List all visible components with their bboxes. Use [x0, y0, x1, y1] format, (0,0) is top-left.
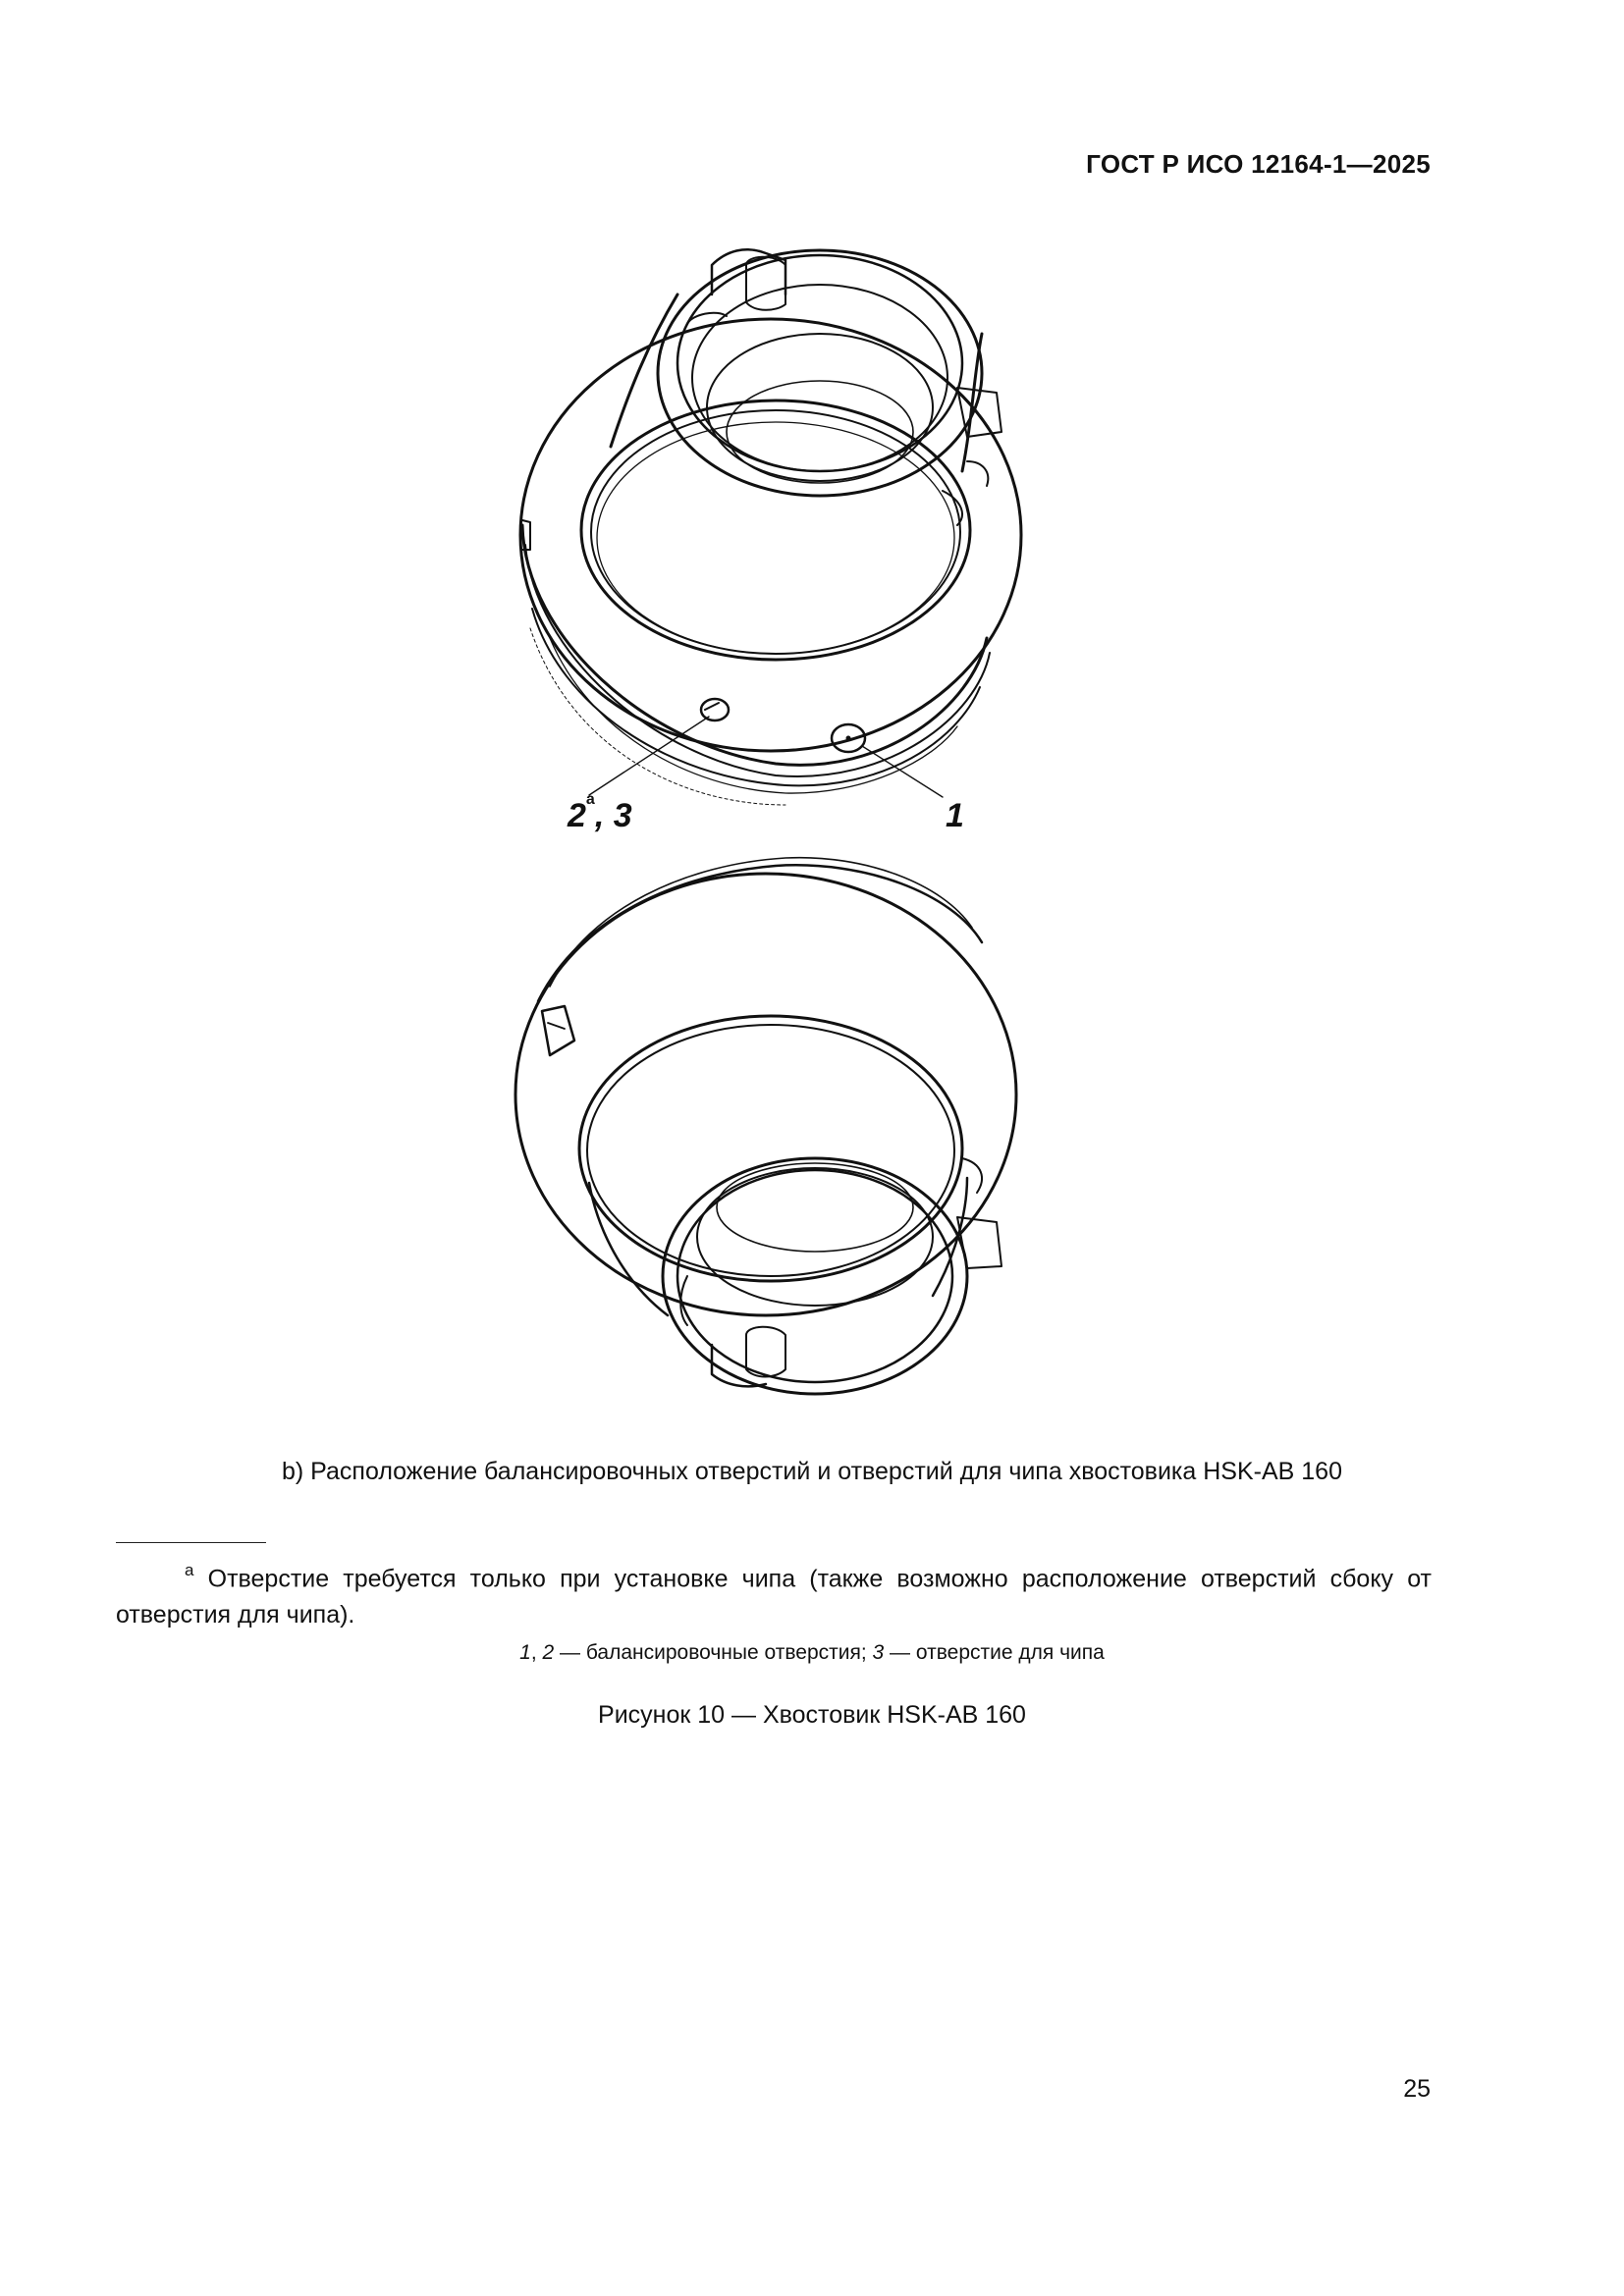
legend-key-3: 3	[872, 1641, 885, 1664]
legend-sep: ,	[530, 1641, 543, 1664]
legend-key-1: 1	[519, 1641, 531, 1664]
legend-desc-chip: — отверстие для чипа	[884, 1641, 1105, 1664]
footnote-rule	[116, 1542, 266, 1543]
callout-2a-3	[568, 791, 632, 835]
page-number: 25	[1403, 2075, 1431, 2103]
callout-3-number: , 3	[594, 797, 632, 834]
top-view-hsk-shank	[520, 249, 1021, 805]
figure-title: Рисунок 10 — Хвостовик HSK-AB 160	[598, 1701, 1026, 1729]
footnote	[116, 1554, 1432, 1633]
document-header: ГОСТ Р ИСО 12164-1—2025	[1086, 149, 1431, 179]
bottom-view-hsk-shank	[515, 858, 1016, 1394]
legend-desc-balancing: — балансировочные отверстия;	[554, 1641, 873, 1664]
footnote-marker: a	[185, 1561, 194, 1579]
footnote-text: Отверстие требуется только при установке чипа (также возможно расположение отверстий сбоку от отверстия для чипа).	[116, 1565, 1433, 1629]
callout-footnote-marker: a	[585, 791, 595, 808]
callout-2-number: 2	[568, 797, 586, 834]
callout-1: 1	[946, 797, 964, 834]
figure-subcaption: b) Расположение балансировочных отверстий и отверстий для чипа хвостовика HSK-AB 160	[282, 1458, 1342, 1485]
figure-legend	[0, 1641, 1624, 1665]
legend-key-2: 2	[542, 1641, 555, 1664]
